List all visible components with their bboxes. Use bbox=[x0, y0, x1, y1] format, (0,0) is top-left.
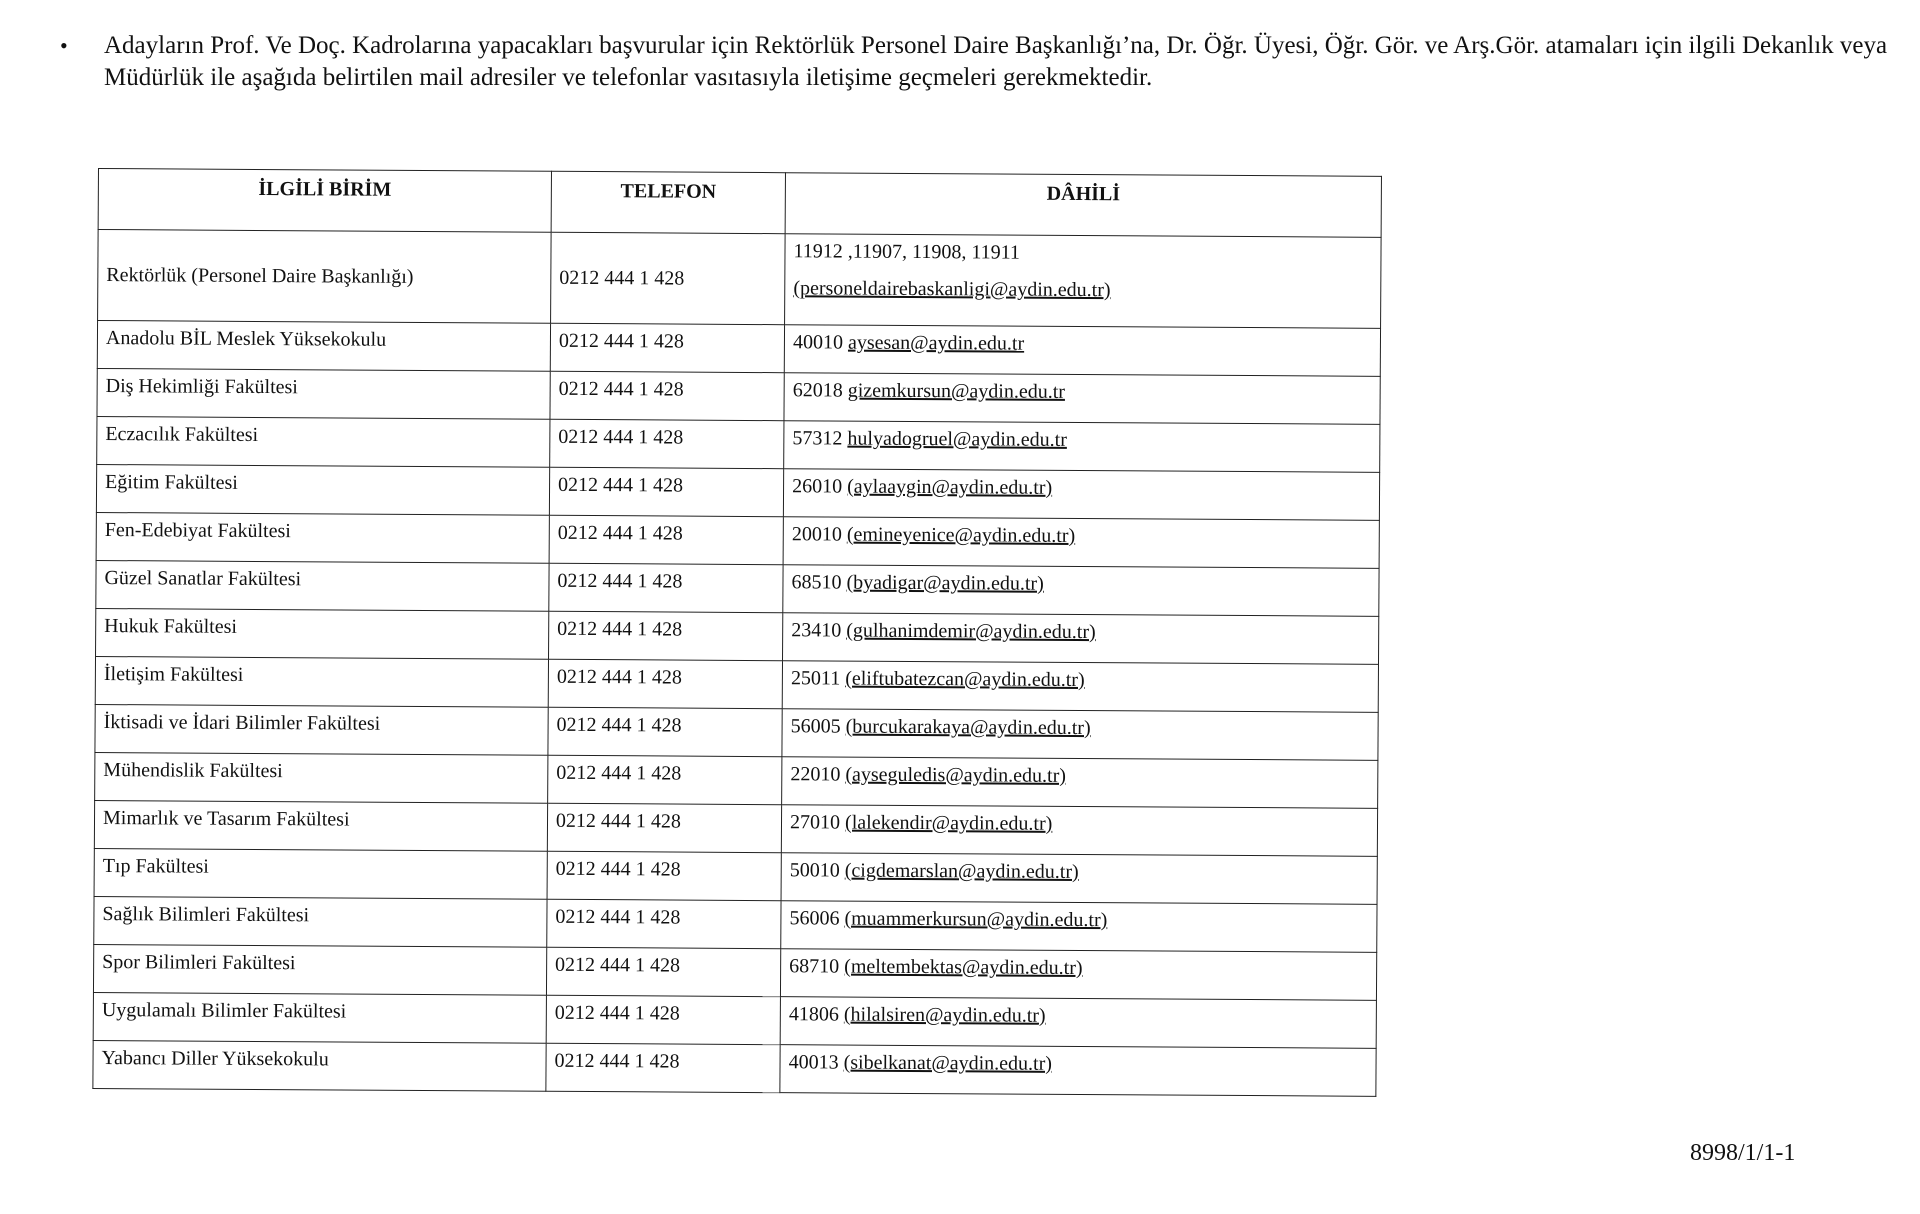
email-link[interactable]: (cigdemarslan@aydin.edu.tr) bbox=[844, 859, 1079, 884]
email-link[interactable]: (gulhanimdemir@aydin.edu.tr) bbox=[846, 619, 1096, 644]
phone-number: 0212 444 1 428 bbox=[557, 617, 683, 641]
extension-number: 23410 bbox=[791, 619, 842, 642]
email-link[interactable]: (burcukarakaya@aydin.edu.tr) bbox=[845, 715, 1091, 740]
unit-name: Eczacılık Fakültesi bbox=[105, 423, 259, 446]
extension-cell bbox=[783, 613, 1379, 665]
email-link[interactable]: aysesan@aydin.edu.tr bbox=[847, 331, 1025, 355]
unit-name: Sağlık Bilimleri Fakültesi bbox=[102, 903, 310, 927]
unit-name: Fen-Edebiyat Fakültesi bbox=[104, 519, 291, 543]
unit-name: Spor Bilimleri Fakültesi bbox=[102, 951, 296, 975]
unit-cell bbox=[95, 704, 548, 755]
extension-number: 11912 ,11907, 11908, 11911 bbox=[793, 240, 1020, 264]
table-row bbox=[96, 464, 1379, 520]
unit-cell bbox=[96, 512, 549, 563]
table-row bbox=[96, 608, 1379, 664]
phone-number: 0212 444 1 428 bbox=[555, 809, 682, 833]
bullet-icon: • bbox=[60, 33, 68, 58]
unit-cell bbox=[98, 230, 552, 324]
phone-cell bbox=[549, 563, 783, 612]
extension-cell bbox=[782, 757, 1378, 809]
phone-cell bbox=[548, 755, 782, 804]
extension-cell bbox=[782, 709, 1378, 761]
table-row bbox=[98, 230, 1382, 329]
email-link[interactable]: (lalekendir@aydin.edu.tr) bbox=[845, 811, 1053, 835]
extension-number: 68710 bbox=[789, 955, 840, 978]
unit-name: Diş Hekimliği Fakültesi bbox=[105, 375, 298, 399]
phone-cell bbox=[546, 995, 780, 1044]
phone-cell bbox=[546, 1043, 780, 1092]
extension-cell bbox=[784, 421, 1380, 473]
email-link[interactable]: (muammerkursun@aydin.edu.tr) bbox=[844, 907, 1108, 932]
phone-cell bbox=[548, 611, 782, 660]
extension-number: 20010 bbox=[791, 523, 842, 546]
table-row bbox=[95, 704, 1378, 760]
table-row bbox=[94, 896, 1377, 952]
email-link[interactable]: (byadigar@aydin.edu.tr) bbox=[846, 571, 1044, 595]
unit-cell bbox=[94, 800, 547, 851]
extension-number: 27010 bbox=[790, 811, 841, 834]
unit-cell bbox=[97, 416, 550, 467]
unit-cell bbox=[94, 848, 547, 899]
phone-cell bbox=[549, 515, 783, 564]
email-link[interactable]: (hilalsiren@aydin.edu.tr) bbox=[843, 1003, 1046, 1027]
phone-number: 0212 444 1 428 bbox=[557, 521, 683, 545]
table-row bbox=[95, 656, 1378, 712]
phone-number: 0212 444 1 428 bbox=[556, 665, 682, 689]
header-unit: İLGİLİ BİRİM bbox=[98, 169, 551, 233]
table-row bbox=[97, 321, 1380, 377]
unit-name: İletişim Fakültesi bbox=[103, 663, 244, 686]
unit-name: Yabancı Diller Yüksekokulu bbox=[101, 1047, 329, 1071]
unit-name: Tıp Fakültesi bbox=[102, 855, 209, 878]
phone-number: 0212 444 1 428 bbox=[555, 905, 681, 929]
extension-cell bbox=[782, 661, 1378, 713]
extension-number: 40010 bbox=[792, 331, 844, 354]
phone-number: 0212 444 1 428 bbox=[554, 1049, 680, 1073]
extension-cell bbox=[783, 517, 1379, 569]
phone-cell bbox=[546, 947, 780, 996]
extension-number: 62018 bbox=[792, 379, 843, 402]
extension-number: 68510 bbox=[791, 571, 842, 594]
phone-cell bbox=[547, 899, 781, 948]
unit-name: İktisadi ve İdari Bilimler Fakültesi bbox=[103, 711, 381, 735]
extension-cell bbox=[781, 853, 1377, 905]
phone-number: 0212 444 1 428 bbox=[555, 857, 681, 881]
phone-number: 0212 444 1 428 bbox=[556, 761, 682, 785]
intro-text: Adayların Prof. Ve Doç. Kadrolarına yapacakları başvurular için Rektörlük Personel Daire Başkanlığı’na, Dr. Öğr. Üyesi, Öğr. Gör. ve Arş.Gör. atamaları için ilgili Dekanlık veya Müdürlük ile aşağıda belirtilen mail adresiler ve telefonlar vasıtasıyla iletişime geçmeleri gerekmektedir. bbox=[104, 32, 1888, 91]
unit-cell bbox=[95, 656, 548, 707]
email-link[interactable]: (eliftubatezcan@aydin.edu.tr) bbox=[845, 667, 1085, 692]
extension-number: 22010 bbox=[790, 763, 841, 786]
email-link[interactable]: hulyadogruel@aydin.edu.tr bbox=[847, 427, 1067, 451]
extension-number: 26010 bbox=[792, 475, 843, 498]
unit-name: Mühendislik Fakültesi bbox=[103, 759, 283, 783]
phone-cell bbox=[550, 419, 784, 468]
unit-name: Mimarlık ve Tasarım Fakültesi bbox=[102, 807, 350, 831]
email-link[interactable]: (ayseguledis@aydin.edu.tr) bbox=[845, 763, 1067, 787]
unit-cell bbox=[96, 608, 549, 659]
extension-cell bbox=[783, 469, 1379, 521]
email-link[interactable]: gizemkursun@aydin.edu.tr bbox=[847, 379, 1066, 403]
table-row bbox=[95, 752, 1378, 808]
phone-cell bbox=[549, 467, 783, 516]
phone-cell bbox=[547, 851, 781, 900]
unit-cell bbox=[95, 752, 548, 803]
phone-cell bbox=[547, 803, 781, 852]
extension-number: 56005 bbox=[790, 715, 841, 738]
table-row bbox=[96, 560, 1379, 616]
extension-cell bbox=[785, 234, 1381, 329]
phone-number: 0212 444 1 428 bbox=[556, 713, 682, 737]
phone-number: 0212 444 1 428 bbox=[555, 953, 681, 977]
phone-cell bbox=[551, 232, 786, 324]
unit-cell bbox=[93, 992, 546, 1043]
table-row bbox=[93, 1040, 1376, 1096]
unit-name: Rektörlük (Personel Daire Başkanlığı) bbox=[106, 263, 414, 288]
phone-cell bbox=[550, 371, 784, 420]
table-row bbox=[94, 800, 1377, 856]
phone-cell bbox=[548, 707, 782, 756]
table-row bbox=[96, 512, 1379, 568]
document-number: 8998/1/1-1 bbox=[1690, 1140, 1796, 1166]
email-link[interactable]: (personeldairebaskanligi@aydin.edu.tr) bbox=[793, 277, 1111, 302]
unit-name: Eğitim Fakültesi bbox=[105, 471, 238, 494]
phone-number: 0212 444 1 428 bbox=[554, 1001, 680, 1025]
unit-name: Uygulamalı Bilimler Fakültesi bbox=[101, 999, 347, 1023]
unit-cell bbox=[93, 944, 546, 995]
extension-number: 50010 bbox=[789, 859, 840, 882]
header-phone: TELEFON bbox=[551, 171, 785, 233]
extension-cell bbox=[781, 805, 1377, 857]
extension-number: 56006 bbox=[789, 907, 840, 930]
extension-number: 40013 bbox=[788, 1051, 839, 1074]
table-row bbox=[94, 848, 1377, 904]
contacts-table bbox=[92, 168, 1382, 1097]
email-link[interactable]: (emineyenice@aydin.edu.tr) bbox=[846, 523, 1076, 547]
table-row bbox=[97, 416, 1380, 472]
intro-paragraph bbox=[60, 30, 1900, 94]
unit-cell bbox=[96, 560, 549, 611]
extension-cell bbox=[781, 901, 1377, 953]
unit-name: Güzel Sanatlar Fakültesi bbox=[104, 567, 302, 591]
extension-cell bbox=[781, 949, 1377, 1001]
unit-name: Anadolu BİL Meslek Yüksekokulu bbox=[105, 327, 387, 351]
extension-number: 25011 bbox=[790, 667, 841, 690]
unit-cell bbox=[94, 896, 547, 947]
table-row bbox=[93, 944, 1376, 1000]
extension-cell bbox=[783, 565, 1379, 617]
extension-number: 41806 bbox=[788, 1003, 839, 1026]
table-header-row bbox=[98, 169, 1381, 238]
phone-number: 0212 444 1 428 bbox=[557, 569, 683, 593]
phone-number: 0212 444 1 428 bbox=[557, 473, 684, 497]
phone-number: 0212 444 1 428 bbox=[558, 377, 684, 401]
unit-cell bbox=[93, 1040, 546, 1091]
unit-name: Hukuk Fakültesi bbox=[104, 615, 238, 638]
email-link[interactable]: (sibelkanat@aydin.edu.tr) bbox=[843, 1051, 1053, 1075]
unit-cell bbox=[96, 464, 549, 515]
header-extension: DÂHİLİ bbox=[785, 173, 1381, 238]
extension-cell bbox=[780, 997, 1376, 1049]
email-link[interactable]: (aylaaygin@aydin.edu.tr) bbox=[847, 475, 1053, 499]
phone-number: 0212 444 1 428 bbox=[558, 329, 684, 353]
phone-cell bbox=[550, 323, 784, 372]
phone-number: 0212 444 1 428 bbox=[558, 425, 684, 449]
phone-cell bbox=[548, 659, 782, 708]
phone-number: 0212 444 1 428 bbox=[559, 266, 685, 290]
email-link[interactable]: (meltembektas@aydin.edu.tr) bbox=[844, 955, 1083, 980]
extension-cell bbox=[784, 373, 1380, 425]
table-row bbox=[97, 368, 1380, 424]
table-row bbox=[93, 992, 1376, 1048]
extension-number: 57312 bbox=[792, 427, 843, 450]
unit-cell bbox=[97, 368, 550, 419]
extension-cell bbox=[784, 325, 1380, 377]
unit-cell bbox=[97, 321, 550, 372]
extension-cell bbox=[780, 1045, 1376, 1097]
